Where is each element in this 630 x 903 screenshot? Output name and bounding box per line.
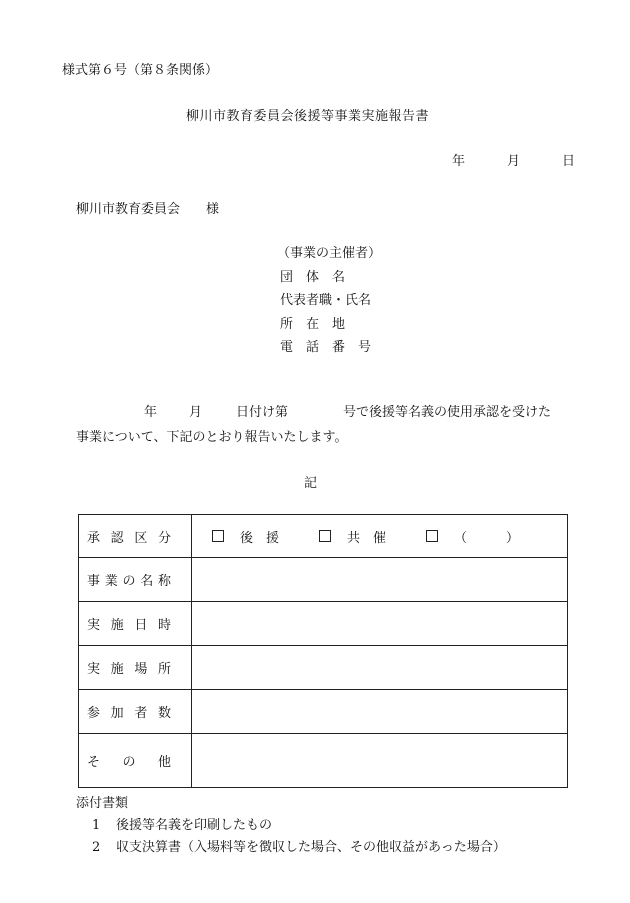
event-name-field[interactable]	[192, 558, 568, 602]
ki-heading: 記	[304, 476, 318, 491]
row-label-other	[79, 734, 192, 788]
label-char: 実	[87, 662, 101, 677]
attachments-heading: 添付書類	[76, 796, 129, 811]
list-item: 2 収支決算書（入場料等を徴収した場合、その他収益があった場合）	[92, 840, 506, 855]
date-line	[452, 150, 575, 169]
addressee	[76, 198, 219, 217]
label-char: 区	[134, 530, 148, 546]
row-label-date-time	[79, 602, 192, 646]
body-month: 月	[189, 405, 203, 420]
table-row	[79, 734, 568, 788]
addressee-honorific: 様	[206, 202, 220, 217]
row-label-approval-type	[79, 515, 192, 558]
organizer-group-name: 団 体 名	[280, 269, 346, 285]
body-line-2: 事業について、下記のとおり報告いたします。	[76, 430, 348, 445]
label-char: 数	[157, 706, 171, 721]
date-month: 月	[507, 154, 521, 169]
date-time-field[interactable]	[192, 602, 568, 646]
approval-option-support[interactable]: 後 援	[212, 527, 279, 546]
body-dated-no: 日付け第	[236, 405, 289, 420]
label-char: 実	[87, 618, 101, 633]
checkbox-icon[interactable]	[212, 530, 224, 542]
label-char: 他	[157, 755, 171, 770]
label-char: 参	[87, 706, 101, 721]
table-row	[79, 602, 568, 646]
label-char: 日	[134, 618, 148, 633]
row-label-event-name	[79, 558, 192, 602]
list-item: 1 後援等名義を印刷したもの	[92, 818, 273, 833]
label-char: 名	[140, 574, 154, 589]
table-row	[79, 646, 568, 690]
label-char: 者	[134, 706, 148, 721]
report-table	[78, 514, 568, 788]
approval-option-other[interactable]: （ ）	[426, 527, 519, 546]
label-char: の	[122, 755, 136, 770]
row-label-participants	[79, 690, 192, 734]
organizer-phone: 電 話 番 号	[280, 340, 372, 355]
table-row	[79, 515, 568, 558]
label-char: 承	[87, 530, 101, 546]
venue-field[interactable]	[192, 646, 568, 690]
form-number: 様式第６号（第８条関係）	[62, 63, 219, 78]
attachments-list	[92, 815, 506, 859]
organizer-block	[277, 242, 381, 360]
label-char: 加	[110, 706, 124, 721]
body-line-1-rest: 号で後援等名義の使用承認を受けた	[343, 405, 552, 420]
label-char: 認	[110, 530, 124, 546]
date-day: 日	[562, 154, 576, 169]
table-row	[79, 558, 568, 602]
organizer-representative: 代表者職・氏名	[280, 293, 372, 308]
organizer-heading: （事業の主催者）	[277, 246, 382, 261]
organizer-address: 所 在 地	[280, 316, 346, 332]
table-row	[79, 690, 568, 734]
participants-field[interactable]	[192, 690, 568, 734]
checkbox-icon[interactable]	[319, 530, 331, 542]
label-char: 事	[87, 574, 101, 589]
other-field[interactable]	[192, 734, 568, 788]
body-text	[76, 400, 576, 450]
label-char: 所	[157, 662, 171, 677]
label-char: 施	[110, 618, 124, 633]
label-char: 施	[110, 662, 124, 677]
label-char: 時	[157, 618, 171, 633]
label-char: 業	[104, 574, 118, 589]
body-year: 年	[144, 405, 158, 420]
label-char: そ	[87, 755, 101, 770]
document-title: 柳川市教育委員会後援等事業実施報告書	[186, 109, 430, 124]
addressee-name: 柳川市教育委員会	[76, 202, 181, 217]
body-line-1	[76, 400, 576, 425]
label-char: 分	[157, 530, 171, 546]
checkbox-icon[interactable]	[426, 530, 438, 542]
label-char: 場	[134, 662, 148, 677]
label-char: 称	[157, 574, 171, 589]
row-label-venue	[79, 646, 192, 690]
date-year: 年	[452, 154, 466, 169]
approval-option-cohost[interactable]: 共 催	[319, 527, 386, 546]
approval-options-cell	[192, 515, 568, 558]
label-char: の	[122, 574, 136, 589]
